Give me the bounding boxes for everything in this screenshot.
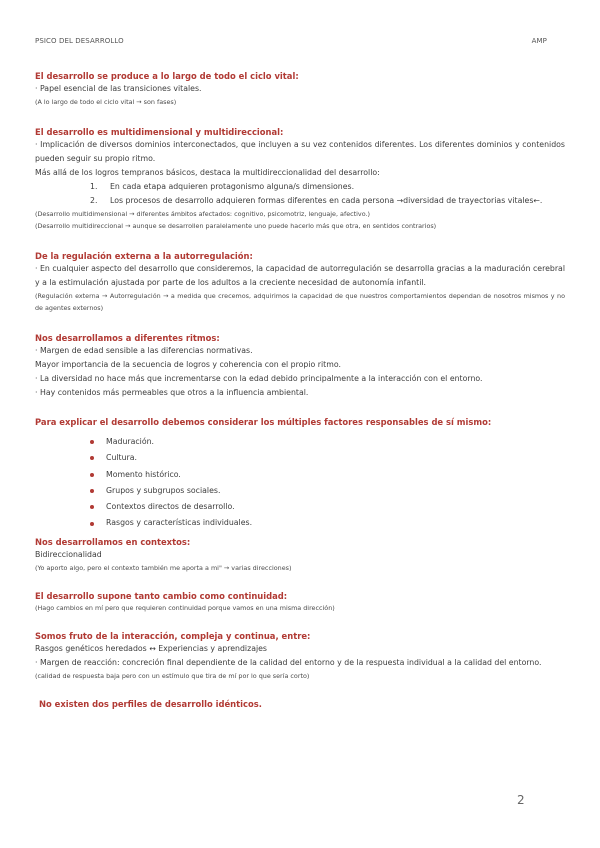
- bullet-icon: [90, 505, 94, 509]
- text-line: · La diversidad no hace más que incrementarse con la edad debido principalmente a la interacción con el entorno.: [35, 374, 483, 383]
- list-item-text: Momento histórico.: [106, 469, 181, 479]
- list-item-text: Cultura.: [106, 453, 138, 463]
- paragraph: · Implicación de diversos dominios interconectados, que incluyen a su vez contenidos diferentes. Los diferentes dominios y contenidos pueden seguir su propio ritmo.: [35, 140, 565, 163]
- paragraph: · En cualquier aspecto del desarrollo que consideremos, la capacidad de autorregulación se desarrolla gracias a la maduración cerebral y a la estimulación ajustada por parte de los adultos a la creciente necesidad de autonomía infantil.: [35, 264, 565, 287]
- section-heading-factores: Para explicar el desarrollo debemos considerar los múltiples factores responsables de sí mismo:: [35, 417, 492, 427]
- list-item: [35, 180, 565, 194]
- list-number: 2.: [90, 196, 98, 205]
- list-item-text: En cada etapa adquieren protagonismo alguna/s dimensiones.: [110, 182, 355, 191]
- document-body: [35, 70, 565, 710]
- text-line: · Margen de reacción: concreción final dependiente de la calidad del entorno y de la respuesta individual a la calidad del entorno.: [35, 657, 542, 667]
- section-heading-multidimensional: El desarrollo es multidimensional y multidireccional:: [35, 127, 284, 137]
- text-line: · Hay contenidos más permeables que otros a la influencia ambiental.: [35, 388, 309, 397]
- page-number: 2: [517, 793, 525, 807]
- note-line: (A lo largo de todo el ciclo vital → son fases): [35, 98, 177, 106]
- text-line: Bidireccionalidad: [35, 549, 102, 559]
- list-item-text: Contextos directos de desarrollo.: [106, 502, 235, 512]
- text-line: Más allá de los logros tempranos básicos, destaca la multidireccionalidad del desarrollo:: [35, 168, 380, 177]
- section-heading-autorregulacion: De la regulación externa a la autorregulación:: [35, 251, 253, 261]
- section-heading-ritmos: Nos desarrollamos a diferentes ritmos:: [35, 333, 220, 343]
- list-item: [35, 483, 565, 499]
- section-heading-contextos: Nos desarrollamos en contextos:: [35, 536, 191, 547]
- list-number: 1.: [90, 182, 98, 191]
- bullet-icon: [90, 489, 94, 493]
- text-line: · Margen de edad sensible a las diferencias normativas.: [35, 346, 253, 355]
- header-course-title: PSICO DEL DESARROLLO: [35, 37, 124, 45]
- text-line: · Papel esencial de las transiciones vitales.: [35, 84, 202, 93]
- text-line: Mayor importancia de la secuencia de logros y coherencia con el propio ritmo.: [35, 360, 341, 369]
- section-heading-interaccion: Somos fruto de la interacción, compleja y continua, entre:: [35, 630, 311, 641]
- note-line: (Hago cambios en mí pero que requieren continuidad porque vamos en una misma dirección): [35, 603, 335, 612]
- bullet-icon: [90, 440, 94, 444]
- section-heading-ciclo-vital: El desarrollo se produce a lo largo de todo el ciclo vital:: [35, 71, 299, 81]
- bullet-icon: [90, 456, 94, 460]
- bullet-icon: [90, 522, 94, 526]
- header-author-initials: AMP: [531, 37, 547, 45]
- list-item: [35, 467, 565, 483]
- numbered-list: [35, 180, 565, 208]
- bullet-icon: [90, 473, 94, 477]
- list-item: [35, 450, 565, 466]
- list-item-text: Grupos y subgrupos sociales.: [106, 485, 221, 495]
- section-heading-cambio-continuidad: El desarrollo supone tanto cambio como continuidad:: [35, 590, 288, 601]
- list-item: [35, 194, 565, 208]
- note-paragraph: (Regulación externa → Autorregulación → a medida que crecemos, adquirimos la capacidad de que nuestros comportamientos dependan de nosotros mismos y no de agentes externos): [35, 292, 565, 312]
- note-line: (calidad de respuesta baja pero con un estímulo que tira de mí por lo que sería corto): [35, 671, 310, 680]
- list-item-text: Rasgos y características individuales.: [106, 518, 253, 528]
- list-item: [35, 434, 565, 450]
- bullet-list: [35, 434, 565, 532]
- note-line: (Desarrollo multidireccional → aunque se desarrollen paralelamente uno puede hacerlo más que otra, en sentidos contrarios): [35, 222, 437, 230]
- text-line: Rasgos genéticos heredados ↔ Experiencias y aprendizajes: [35, 643, 267, 653]
- list-item-text: Los procesos de desarrollo adquieren formas diferentes en cada persona →diversidad de trayectorias vitales←.: [110, 196, 543, 205]
- section-heading-perfiles: No existen dos perfiles de desarrollo idénticos.: [39, 698, 262, 709]
- list-item: [35, 499, 565, 515]
- note-line: (Desarrollo multidimensional → diferentes ámbitos afectados: cognitivo, psicomotriz, lenguaje, afectivo.): [35, 210, 371, 218]
- note-line: (Yo aporto algo, pero el contexto también me aporta a mi" → varias direcciones): [35, 563, 292, 572]
- list-item-text: Maduración.: [106, 437, 155, 446]
- list-item: [35, 515, 565, 531]
